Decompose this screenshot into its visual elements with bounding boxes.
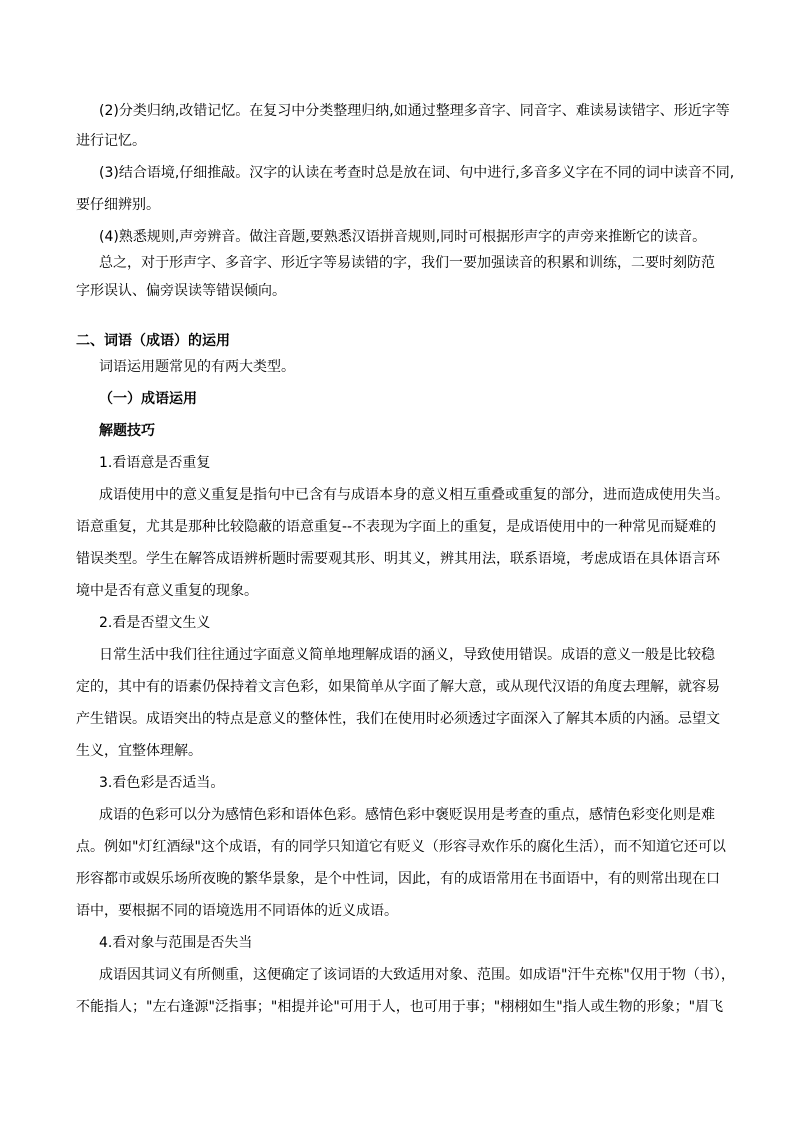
subsection-heading: 解题技巧	[99, 423, 155, 439]
paragraph-line: 成语因其词义有所侧重，这便确定了该词语的大致适用对象、范围。如成语"汗牛充栋"仅用于物（书），	[99, 967, 735, 983]
paragraph-line: 错误类型。学生在解答成语辨析题时需要观其形、明其义，辨其用法，联系语境，考虑成语在具体语言环	[76, 551, 720, 567]
paragraph-line: 成语的色彩可以分为感情色彩和语体色彩。感情色彩中褒贬误用是考查的重点，感情色彩变化则是难	[99, 807, 715, 823]
paragraph-line: 语意重复，尤其是那种比较隐蔽的语意重复--不表现为字面上的重复，是成语使用中的一种常见而疑难的	[76, 519, 717, 535]
paragraph-line: 要仔细辨别。	[76, 197, 160, 213]
paragraph-line: 定的，其中有的语素仍保持着文言色彩，如果简单从字面了解大意，或从现代汉语的角度去理解，就容易	[76, 679, 720, 695]
item-heading: 2.看是否望文生义	[99, 615, 211, 631]
paragraph-line: (2)分类归纳,改错记忆。在复习中分类整理归纳,如通过整理多音字、同音字、难读易读错字、形近字等	[99, 103, 730, 119]
paragraph-line: (3)结合语境,仔细推敲。汉字的认读在考查时总是放在词、句中进行,多音多义字在不同的词中读音不同,	[99, 165, 735, 181]
paragraph-line: 点。例如"灯红酒绿"这个成语，有的同学只知道它有贬义（形容寻欢作乐的腐化生活），而不知道它还可以	[76, 839, 726, 855]
paragraph-line: 不能指人；"左右逢源"泛指事；"相提并论"可用于人，也可用于事；"栩栩如生"指人或生物的形象；"眉飞	[76, 999, 724, 1015]
item-heading: 4.看对象与范围是否失当	[99, 935, 253, 951]
subsection-heading: （一）成语运用	[99, 391, 197, 407]
paragraph-line: (4)熟悉规则,声旁辨音。做注音题,要熟悉汉语拼音规则,同时可根据形声字的声旁来推断它的读音。	[99, 229, 707, 245]
paragraph-line: 形容都市或娱乐场所夜晚的繁华景象，是个中性词，因此，有的成语常用在书面语中，有的则常出现在口	[76, 871, 720, 887]
paragraph-line: 进行记忆。	[76, 133, 146, 149]
paragraph-line: 词语运用题常见的有两大类型。	[99, 359, 295, 375]
paragraph-line: 语中，要根据不同的语境选用不同语体的近义成语。	[76, 903, 398, 919]
paragraph-line: 产生错误。成语突出的特点是意义的整体性，我们在使用时必须透过字面深入了解其本质的内涵。忌望文	[76, 711, 720, 727]
paragraph-line: 境中是否有意义重复的现象。	[76, 583, 258, 599]
paragraph-line: 日常生活中我们往往通过字面意义简单地理解成语的涵义，导致使用错误。成语的意义一般是比较稳	[99, 647, 715, 663]
paragraph-line: 生义，宜整体理解。	[76, 743, 202, 759]
item-heading: 3.看色彩是否适当。	[99, 775, 225, 791]
paragraph-line: 总之，对于形声字、多音字、形近字等易读错的字，我们一要加强读音的积累和训练，二要时刻防范	[99, 255, 715, 271]
section-heading: 二、词语（成语）的运用	[76, 333, 230, 349]
item-heading: 1.看语意是否重复	[99, 455, 211, 471]
paragraph-line: 成语使用中的意义重复是指句中已含有与成语本身的意义相互重叠或重复的部分，进而造成使用失当。	[99, 487, 729, 503]
paragraph-line: 字形误认、偏旁误读等错误倾向。	[76, 283, 286, 299]
